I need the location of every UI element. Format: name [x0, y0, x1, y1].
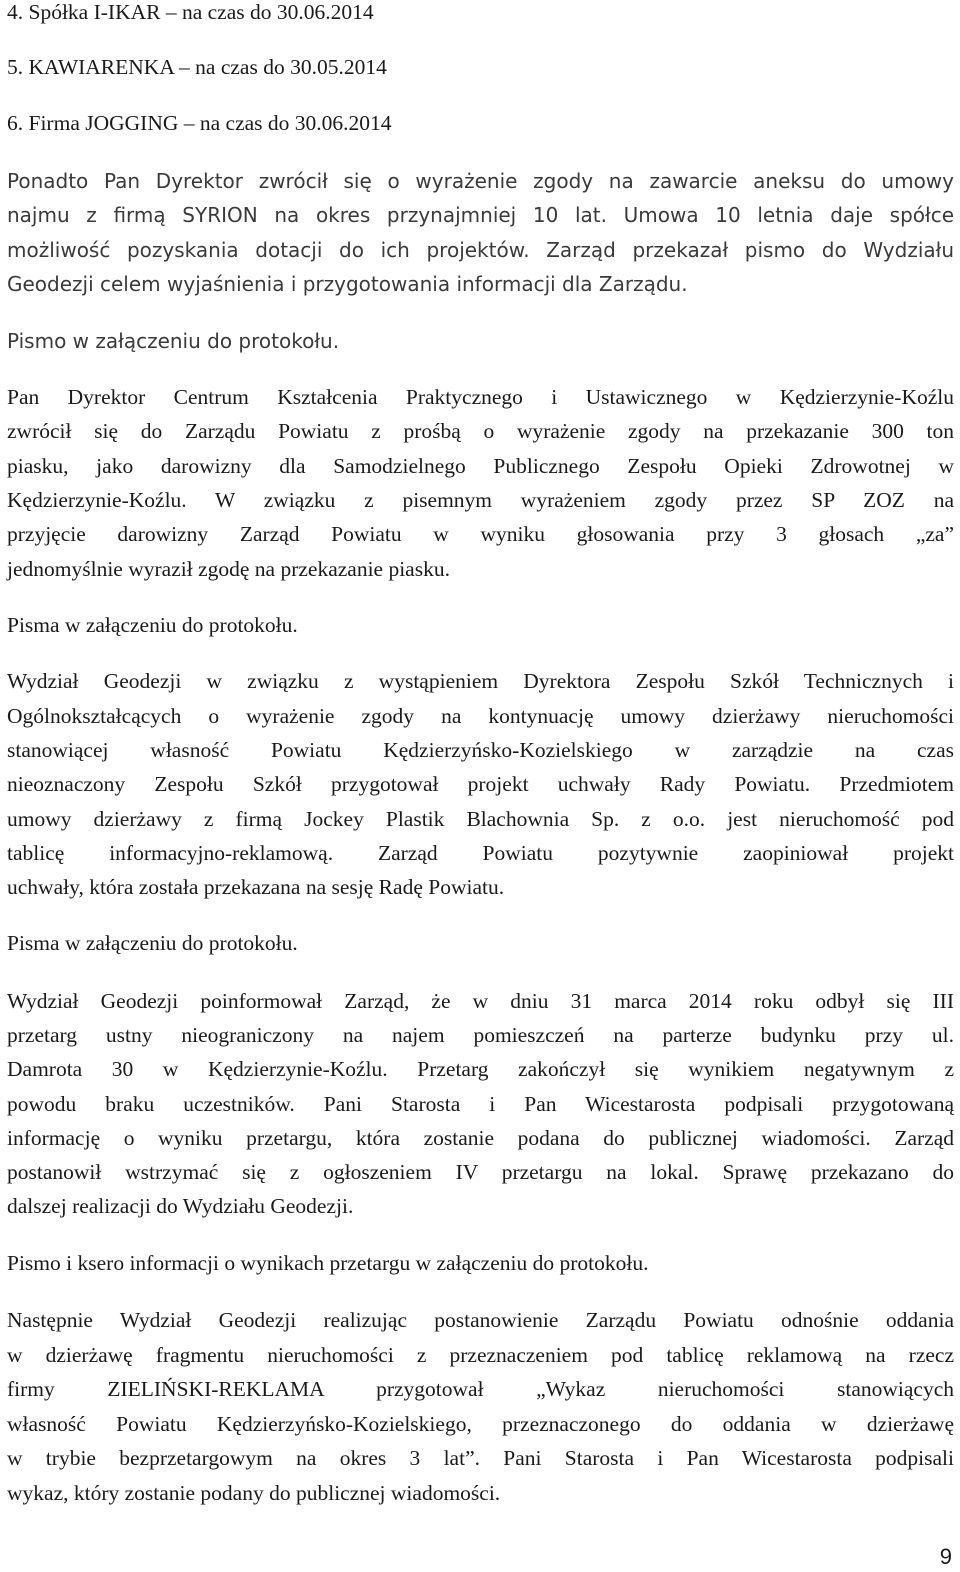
paragraph-4-line-3: Damrota 30 w Kędzierzynie-Koźlu. Przetarg zakończył się wynikiem negatywnym z: [7, 1057, 954, 1081]
paragraph-5-line-4: własność Powiatu Kędzierzyńsko-Kozielskiego, przeznaczonego do oddania w dzierżawę: [7, 1412, 954, 1436]
paragraph-4-line-7: dalszej realizacji do Wydziału Geodezji.: [7, 1194, 354, 1218]
paragraph-3-line-5: umowy dzierżawy z firmą Jockey Plastik Blachownia Sp. z o.o. jest nieruchomość pod: [7, 807, 954, 831]
paragraph-1-line-3: możliwość pozyskania dotacji do ich projektów. Zarząd przekazał pismo do Wydziału: [7, 238, 954, 262]
paragraph-5-line-1: Następnie Wydział Geodezji realizując postanowienie Zarządu Powiatu odnośnie oddania: [7, 1308, 954, 1332]
paragraph-4-attachment: Pismo i ksero informacji o wynikach przetargu w załączeniu do protokołu.: [7, 1251, 649, 1275]
paragraph-5-line-3: firmy ZIELIŃSKI-REKLAMA przygotował „Wykaz nieruchomości stanowiących: [7, 1377, 954, 1401]
paragraph-4-line-5: informację o wyniku przetargu, która zostanie podana do publicznej wiadomości. Zarząd: [7, 1126, 954, 1150]
paragraph-2-line-4: Kędzierzynie-Koźlu. W związku z pisemnym wyrażeniem zgody przez SP ZOZ na: [7, 488, 954, 512]
list-item-4: 4. Spółka I-IKAR – na czas do 30.06.2014: [7, 0, 374, 24]
list-item-5: 5. KAWIARENKA – na czas do 30.05.2014: [7, 55, 387, 79]
paragraph-3-line-4: nieoznaczony Zespołu Szkół przygotował projekt uchwały Rady Powiatu. Przedmiotem: [7, 772, 954, 796]
page-number: 9: [939, 1544, 952, 1569]
paragraph-4-line-2: przetarg ustny nieograniczony na najem pomieszczeń na parterze budynku przy ul.: [7, 1023, 954, 1047]
paragraph-5-line-2: w dzierżawę fragmentu nieruchomości z przeznaczeniem pod tablicę reklamową na rzecz: [7, 1343, 954, 1367]
paragraph-5-line-6: wykaz, który zostanie podany do publicznej wiadomości.: [7, 1481, 501, 1505]
paragraph-3-line-2: Ogólnokształcących o wyrażenie zgody na kontynuację umowy dzierżawy nieruchomości: [7, 704, 954, 728]
paragraph-4-line-1: Wydział Geodezji poinformował Zarząd, że w dniu 31 marca 2014 roku odbył się III: [7, 989, 954, 1013]
paragraph-3-line-7: uchwały, która została przekazana na sesję Radę Powiatu.: [7, 875, 505, 899]
paragraph-3-attachment: Pisma w załączeniu do protokołu.: [7, 931, 298, 955]
paragraph-4-line-4: powodu braku uczestników. Pani Starosta i Pan Wicestarosta podpisali przygotowaną: [7, 1092, 954, 1116]
paragraph-1-attachment: Pismo w załączeniu do protokołu.: [7, 329, 340, 353]
paragraph-4-line-6: postanowił wstrzymać się z ogłoszeniem IV przetargu na lokal. Sprawę przekazano do: [7, 1160, 954, 1184]
paragraph-1-line-1: Ponadto Pan Dyrektor zwrócił się o wyrażenie zgody na zawarcie aneksu do umowy: [7, 169, 954, 193]
paragraph-5-line-5: w trybie bezprzetargowym na okres 3 lat”. Pani Starosta i Pan Wicestarosta podpisali: [7, 1446, 954, 1470]
list-item-6: 6. Firma JOGGING – na czas do 30.06.2014: [7, 111, 392, 135]
paragraph-2-line-6: jednomyślnie wyraził zgodę na przekazanie piasku.: [7, 557, 450, 581]
paragraph-2-line-3: piasku, jako darowizny dla Samodzielnego Publicznego Zespołu Opieki Zdrowotnej w: [7, 454, 954, 478]
paragraph-2-line-1: Pan Dyrektor Centrum Kształcenia Praktycznego i Ustawicznego w Kędzierzynie-Koźlu: [7, 385, 954, 409]
paragraph-1-line-4: Geodezji celem wyjaśnienia i przygotowania informacji dla Zarządu.: [7, 272, 688, 296]
paragraph-3-line-3: stanowiącej własność Powiatu Kędzierzyńsko-Kozielskiego w zarządzie na czas: [7, 738, 954, 762]
paragraph-3-line-6: tablicę informacyjno-reklamową. Zarząd Powiatu pozytywnie zaopiniował projekt: [7, 841, 954, 865]
paragraph-2-line-2: zwrócił się do Zarządu Powiatu z prośbą o wyrażenie zgody na przekazanie 300 ton: [7, 419, 954, 443]
paragraph-1-line-2: najmu z firmą SYRION na okres przynajmniej 10 lat. Umowa 10 letnia daje spółce: [7, 203, 954, 227]
paragraph-3-line-1: Wydział Geodezji w związku z wystąpieniem Dyrektora Zespołu Szkół Technicznych i: [7, 669, 954, 693]
paragraph-2-attachment: Pisma w załączeniu do protokołu.: [7, 613, 298, 637]
paragraph-2-line-5: przyjęcie darowizny Zarząd Powiatu w wyniku głosowania przy 3 głosach „za”: [7, 522, 954, 546]
